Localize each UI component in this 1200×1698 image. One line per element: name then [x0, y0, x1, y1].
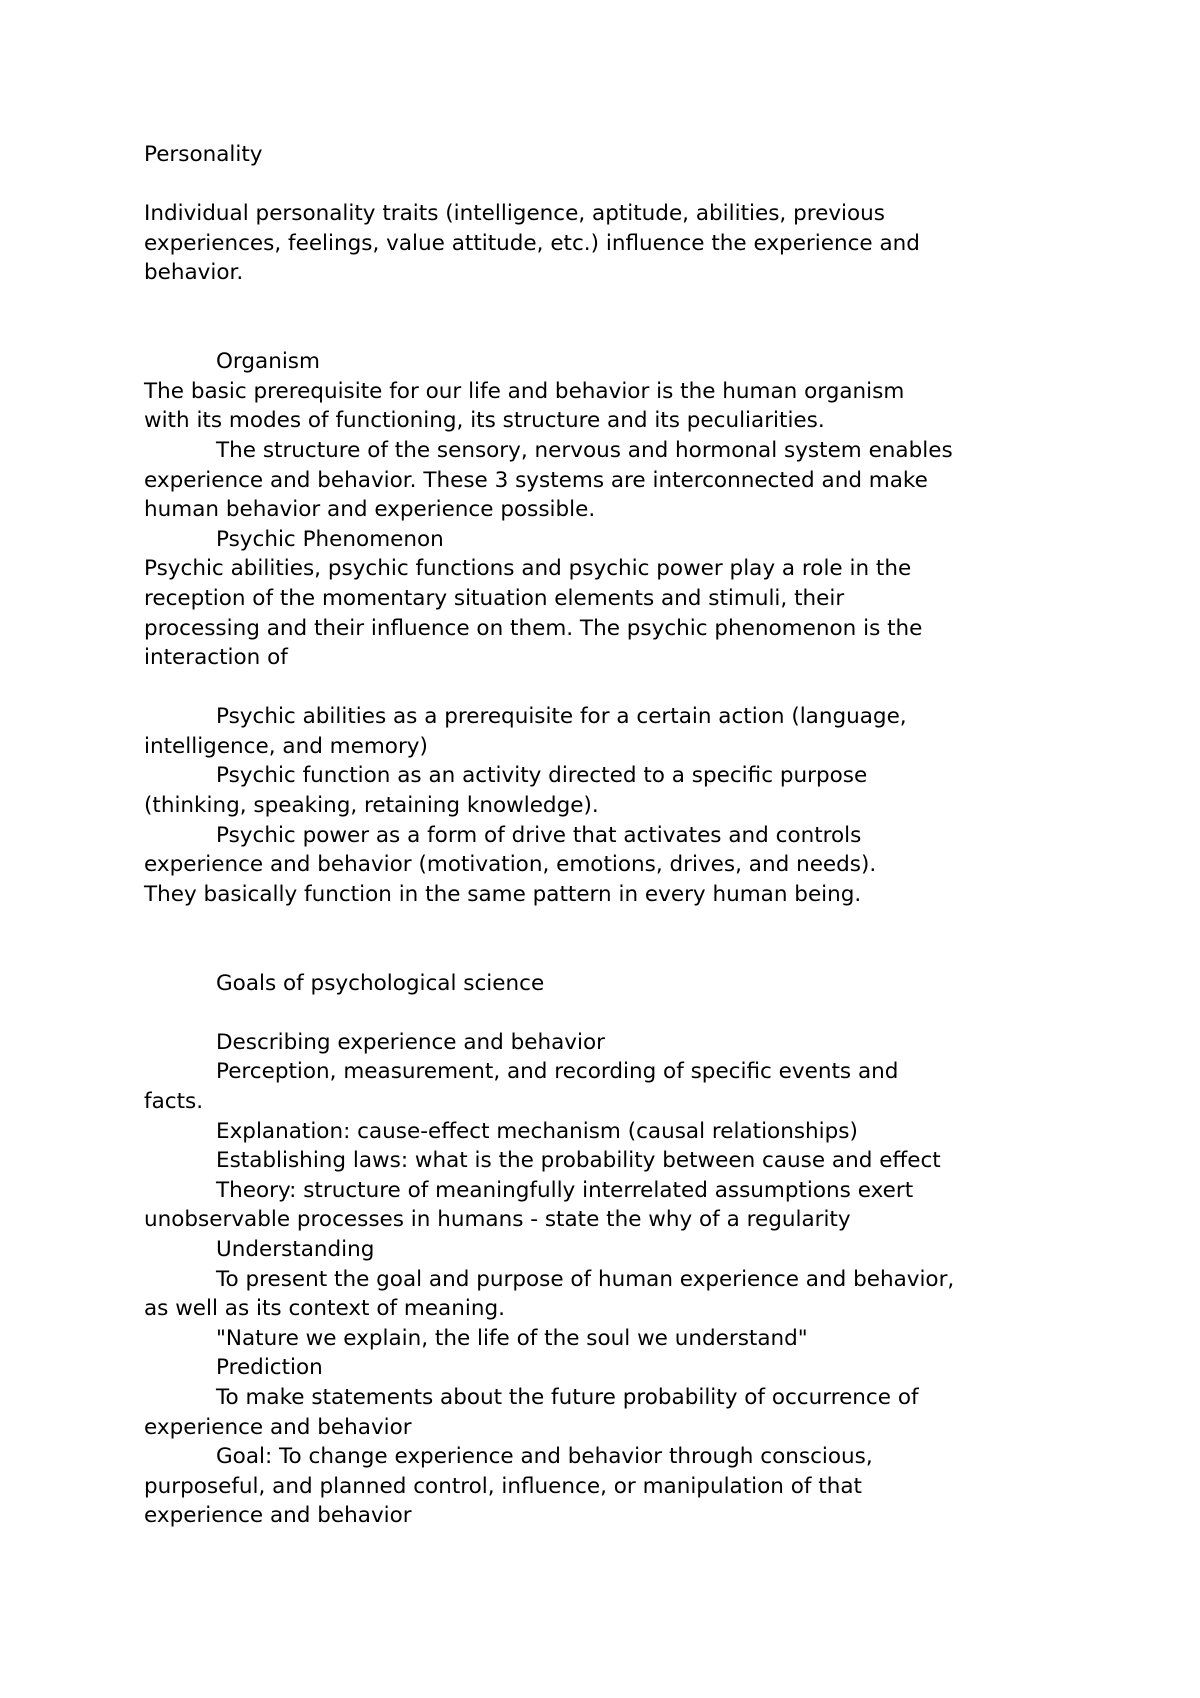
paragraph-line: Prediction	[216, 1355, 323, 1381]
paragraph-line: human behavior and experience possible.	[144, 497, 596, 523]
paragraph-line: unobservable processes in humans - state the why of a regularity	[144, 1207, 851, 1233]
paragraph-line: purposeful, and planned control, influence, or manipulation of that	[144, 1473, 862, 1499]
paragraph-line: The basic prerequisite for our life and behavior is the human organism	[144, 378, 905, 404]
paragraph-line: To present the goal and purpose of human experience and behavior,	[216, 1266, 955, 1292]
paragraph-line: Psychic abilities as a prerequisite for a certain action (language,	[216, 704, 907, 730]
blank-line	[144, 170, 1144, 200]
paragraph-line: Goal: To change experience and behavior through conscious,	[216, 1444, 873, 1470]
paragraph-line: reception of the momentary situation elements and stimuli, their	[144, 585, 845, 611]
document-body	[144, 140, 1144, 1531]
heading-goals: Goals of psychological science	[216, 970, 545, 996]
paragraph-line: interaction of	[144, 645, 288, 671]
paragraph-line: experience and behavior	[144, 1503, 412, 1529]
paragraph-line: Describing experience and behavior	[216, 1029, 605, 1055]
blank-gap	[144, 288, 1144, 347]
paragraph-line: processing and their influence on them. The psychic phenomenon is the	[144, 615, 923, 641]
paragraph-line: Psychic power as a form of drive that activates and controls	[216, 822, 862, 848]
paragraph-line: experience and behavior (motivation, emotions, drives, and needs).	[144, 852, 877, 878]
paragraph-line: They basically function in the same pattern in every human being.	[144, 881, 862, 907]
paragraph-line: Theory: structure of meaningfully interrelated assumptions exert	[216, 1177, 914, 1203]
heading-organism: Organism	[216, 349, 320, 375]
paragraph-line: as well as its context of meaning.	[144, 1296, 505, 1322]
paragraph-line: behavior.	[144, 260, 244, 286]
paragraph-line: facts.	[144, 1089, 204, 1114]
quote-line: "Nature we explain, the life of the soul we understand"	[216, 1325, 808, 1351]
blank-line	[144, 673, 1144, 703]
heading-psychic-phenomenon: Psychic Phenomenon	[216, 526, 444, 552]
paragraph-line: experience and behavior	[144, 1414, 412, 1440]
blank-line	[144, 998, 1144, 1028]
blank-gap	[144, 909, 1144, 968]
heading-personality: Personality	[144, 142, 263, 167]
paragraph-line: Explanation: cause-effect mechanism (causal relationships)	[216, 1118, 858, 1144]
paragraph-line: Establishing laws: what is the probability between cause and effect	[216, 1148, 941, 1174]
paragraph-line: intelligence, and memory)	[144, 733, 428, 759]
paragraph-line: Psychic function as an activity directed to a specific purpose	[216, 763, 868, 789]
paragraph-line: The structure of the sensory, nervous and hormonal system enables	[216, 437, 953, 463]
paragraph-line: experience and behavior. These 3 systems are interconnected and make	[144, 467, 928, 493]
paragraph-line: To make statements about the future probability of occurrence of	[216, 1384, 919, 1410]
paragraph-line: Understanding	[216, 1236, 375, 1262]
paragraph-line: with its modes of functioning, its structure and its peculiarities.	[144, 408, 825, 434]
paragraph-line: Psychic abilities, psychic functions and psychic power play a role in the	[144, 556, 912, 582]
paragraph-line: experiences, feelings, value attitude, etc.) influence the experience and	[144, 230, 920, 256]
paragraph-line: (thinking, speaking, retaining knowledge).	[144, 793, 599, 819]
paragraph-line: Perception, measurement, and recording of specific events and	[216, 1059, 899, 1085]
paragraph-line: Individual personality traits (intelligence, aptitude, abilities, previous	[144, 201, 886, 227]
